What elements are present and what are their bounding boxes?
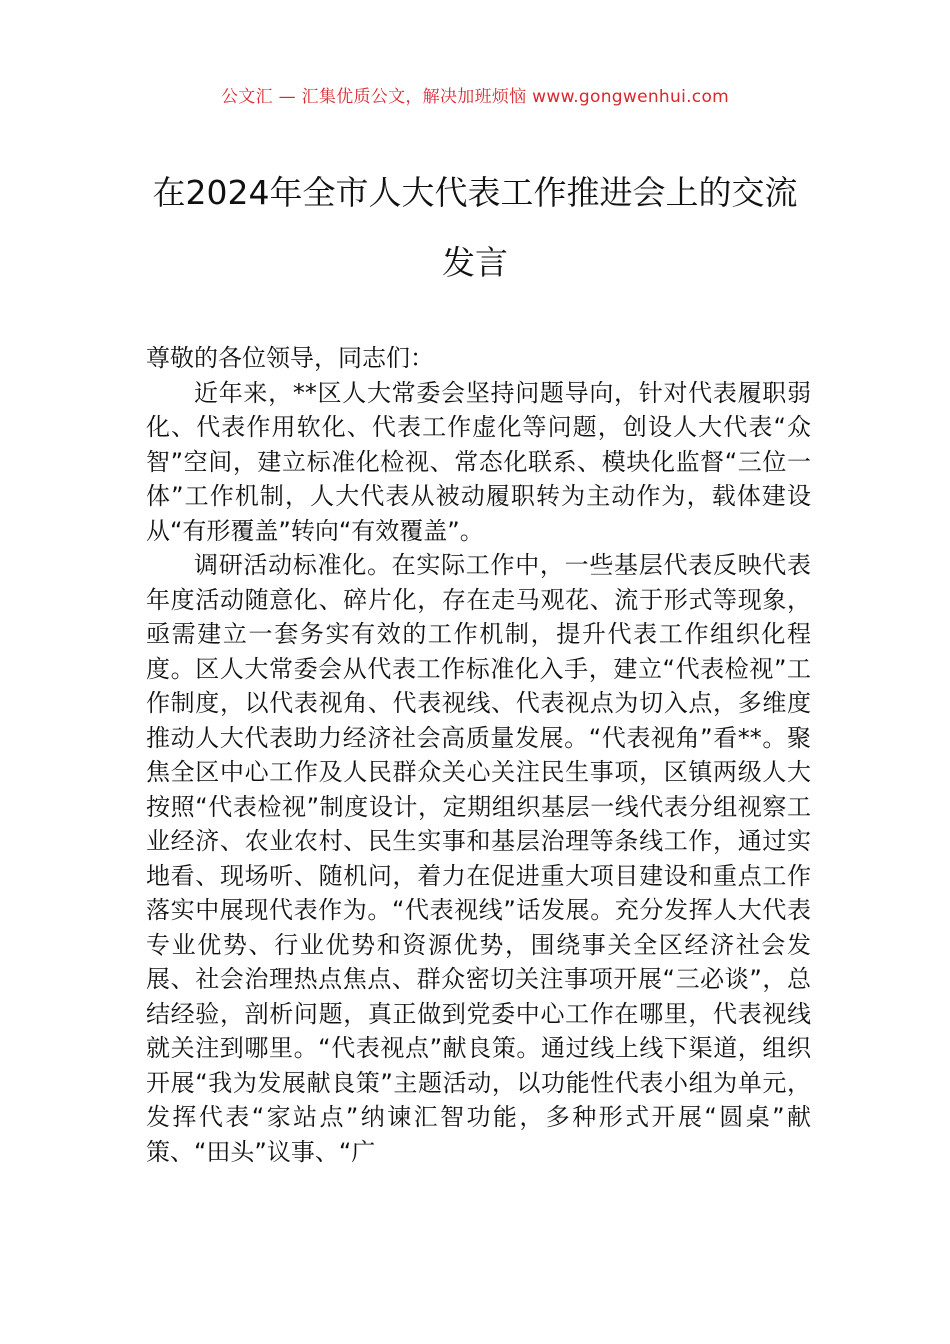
salutation: 尊敬的各位领导，同志们： <box>146 344 434 372</box>
paragraph-research: 调研活动标准化。在实际工作中，一些基层代表反映代表年度活动随意化、碎片化，存在走马观花、流于形式等现象，亟需建立一套务实有效的工作机制，提升代表工作组织化程度。区人大常委会从代表工作标准化入手，建立“代表检视”工作制度，以代表视角、代表视线、代表视点为切入点，多维度推动人大代表助力经济社会高质量发展。“代表视角”看**。聚焦全区中心工作及人民群众关心关注民生事项，区镇两级人大按照“代表检视”制度设计，定期组织基层一线代表分组视察工业经济、农业农村、民生实事和基层治理等条线工作，通过实地看、现场听、随机问，着力在促进重大项目建设和重点工作落实中展现代表作为。“代表视线”话发展。充分发挥人大代表专业优势、行业优势和资源优势，围绕事关全区经济社会发展、社会治理热点焦点、群众密切关注事项开展“三必谈”，总结经验，剖析问题，真正做到党委中心工作在哪里，代表视线就关注到哪里。“代表视点”献良策。通过线上线下渠道，组织开展“我为发展献良策”主题活动，以功能性代表小组为单元，发挥代表“家站点”纳谏汇智功能，多种形式开展“圆桌”献策、“田头”议事、“广 <box>146 551 811 1166</box>
paragraph-intro: 近年来，**区人大常委会坚持问题导向，针对代表履职弱化、代表作用软化、代表工作虚化等问题，创设人大代表“众智”空间，建立标准化检视、常态化联系、模块化监督“三位一体”工作机制，人大代表从被动履职转为主动作为，载体建设从“有形覆盖”转向“有效覆盖”。 <box>146 378 811 545</box>
header-watermark[interactable]: 公文汇 — 汇集优质公文，解决加班烦恼 www.gongwenhui.com <box>220 87 730 107</box>
document-title: 在2024年全市人大代表工作推进会上的交流发言 <box>152 173 798 282</box>
document-body <box>146 341 811 1169</box>
